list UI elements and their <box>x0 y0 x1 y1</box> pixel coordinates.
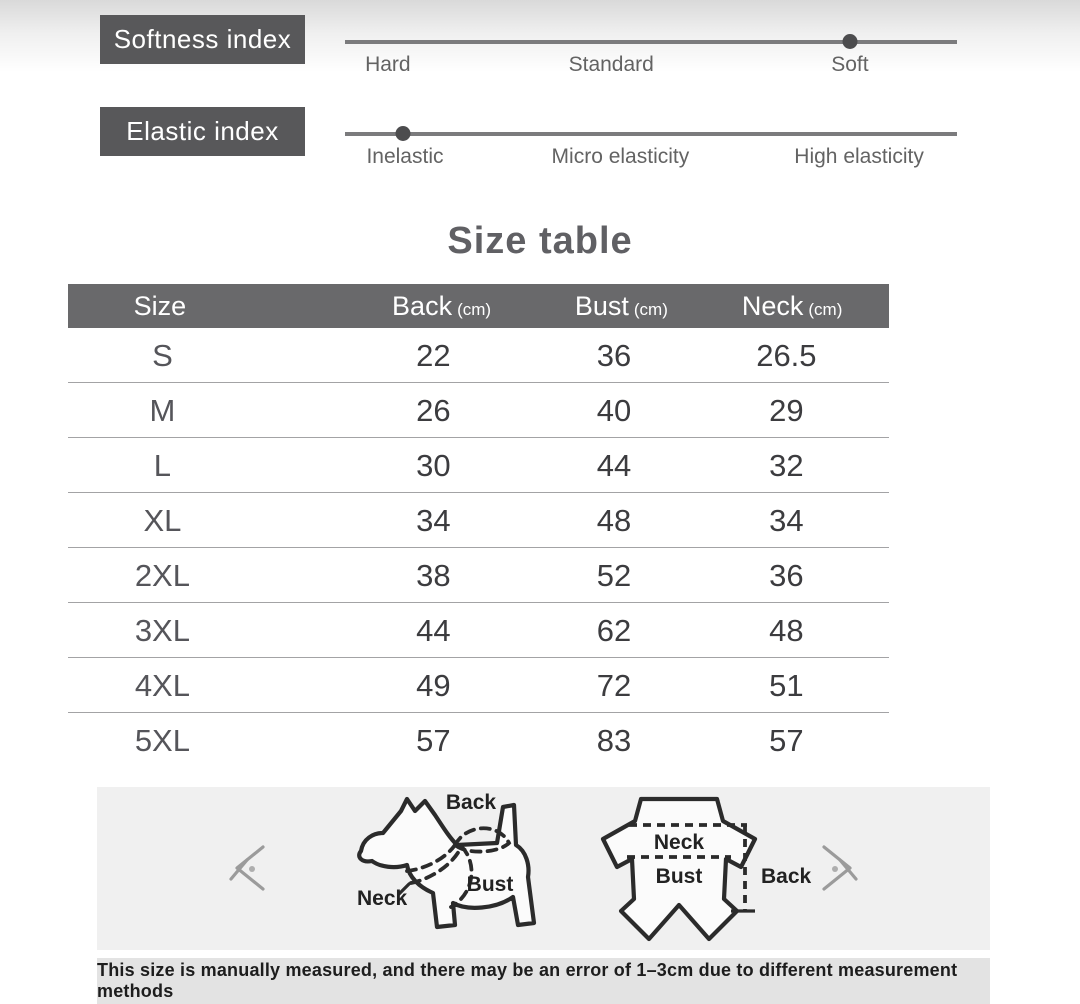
cell-size: S <box>152 338 173 373</box>
cell-neck: 29 <box>769 393 804 428</box>
cell-bust: 40 <box>596 393 632 428</box>
garment-measurement-diagram <box>579 791 819 946</box>
cell-size: 3XL <box>134 613 190 648</box>
table-row <box>68 658 889 713</box>
dog-back-label: Back <box>445 791 497 814</box>
cell-size: 2XL <box>134 558 190 593</box>
cell-neck: 26.5 <box>756 338 817 373</box>
measurement-disclaimer-bar <box>97 958 990 1004</box>
cell-back: 26 <box>416 393 451 428</box>
elastic-index-label: Elastic index <box>100 107 305 156</box>
cell-neck: 32 <box>769 448 804 483</box>
cell-bust: 62 <box>596 613 632 648</box>
garment-back-label: Back <box>761 865 812 888</box>
column-header-back: Back (cm) <box>392 291 492 321</box>
cell-back: 38 <box>416 558 451 593</box>
cell-back: 49 <box>416 668 451 703</box>
cell-back: 34 <box>416 503 451 538</box>
table-row <box>68 603 889 658</box>
softness-tick-soft: Soft <box>831 53 869 76</box>
cell-size: M <box>149 393 176 428</box>
table-row <box>68 383 889 438</box>
cell-size: L <box>153 448 172 483</box>
garment-bust-label: Bust <box>655 865 703 888</box>
softness-index-label: Softness index <box>100 15 305 64</box>
softness-tick-standard: Standard <box>568 53 654 76</box>
softness-tick-hard: Hard <box>365 53 411 76</box>
softness-slider-dot <box>842 34 857 49</box>
cell-bust: 36 <box>596 338 632 373</box>
table-row <box>68 713 889 768</box>
size-table-title: Size table <box>447 220 633 262</box>
cell-size: XL <box>143 503 182 538</box>
table-row <box>68 548 889 603</box>
elastic-tick-high: High elasticity <box>794 145 924 168</box>
measure-guide-panel <box>97 787 990 950</box>
column-header-bust: Bust (cm) <box>574 291 668 321</box>
elastic-tick-micro: Micro elasticity <box>551 145 690 168</box>
cell-bust: 52 <box>596 558 632 593</box>
table-row <box>68 328 889 383</box>
measurement-disclaimer-text: This size is manually measured, and there may be an error of 1–3cm due to different measurement methods <box>97 960 958 1001</box>
dog-bust-label: Bust <box>466 873 514 896</box>
cell-bust: 83 <box>596 723 632 758</box>
elastic-slider-dot <box>396 126 411 141</box>
cell-neck: 57 <box>769 723 804 758</box>
cell-size: 5XL <box>134 723 190 758</box>
cell-neck: 34 <box>769 503 804 538</box>
carousel-prev-icon[interactable] <box>227 837 273 899</box>
cell-back: 22 <box>416 338 451 373</box>
table-row <box>68 438 889 493</box>
cell-bust: 44 <box>596 448 632 483</box>
cell-back: 44 <box>416 613 451 648</box>
column-header-size: Size <box>133 291 187 321</box>
dog-neck-label: Neck <box>357 887 408 910</box>
garment-neck-label: Neck <box>653 831 705 854</box>
cell-back: 57 <box>416 723 451 758</box>
size-table-body <box>68 328 889 768</box>
softness-slider <box>345 40 957 76</box>
cell-neck: 48 <box>769 613 804 648</box>
cell-bust: 72 <box>596 668 632 703</box>
cell-neck: 36 <box>769 558 804 593</box>
size-table <box>68 284 889 768</box>
cell-back: 30 <box>416 448 451 483</box>
size-table-header <box>68 284 889 328</box>
cell-size: 4XL <box>134 668 190 703</box>
carousel-next-icon[interactable] <box>814 837 860 899</box>
table-row <box>68 493 889 548</box>
dog-measurement-diagram <box>349 791 579 946</box>
cell-neck: 51 <box>769 668 804 703</box>
column-header-neck: Neck (cm) <box>741 291 843 321</box>
elastic-slider <box>345 132 957 168</box>
cell-bust: 48 <box>596 503 632 538</box>
elastic-tick-inelastic: Inelastic <box>366 145 444 168</box>
